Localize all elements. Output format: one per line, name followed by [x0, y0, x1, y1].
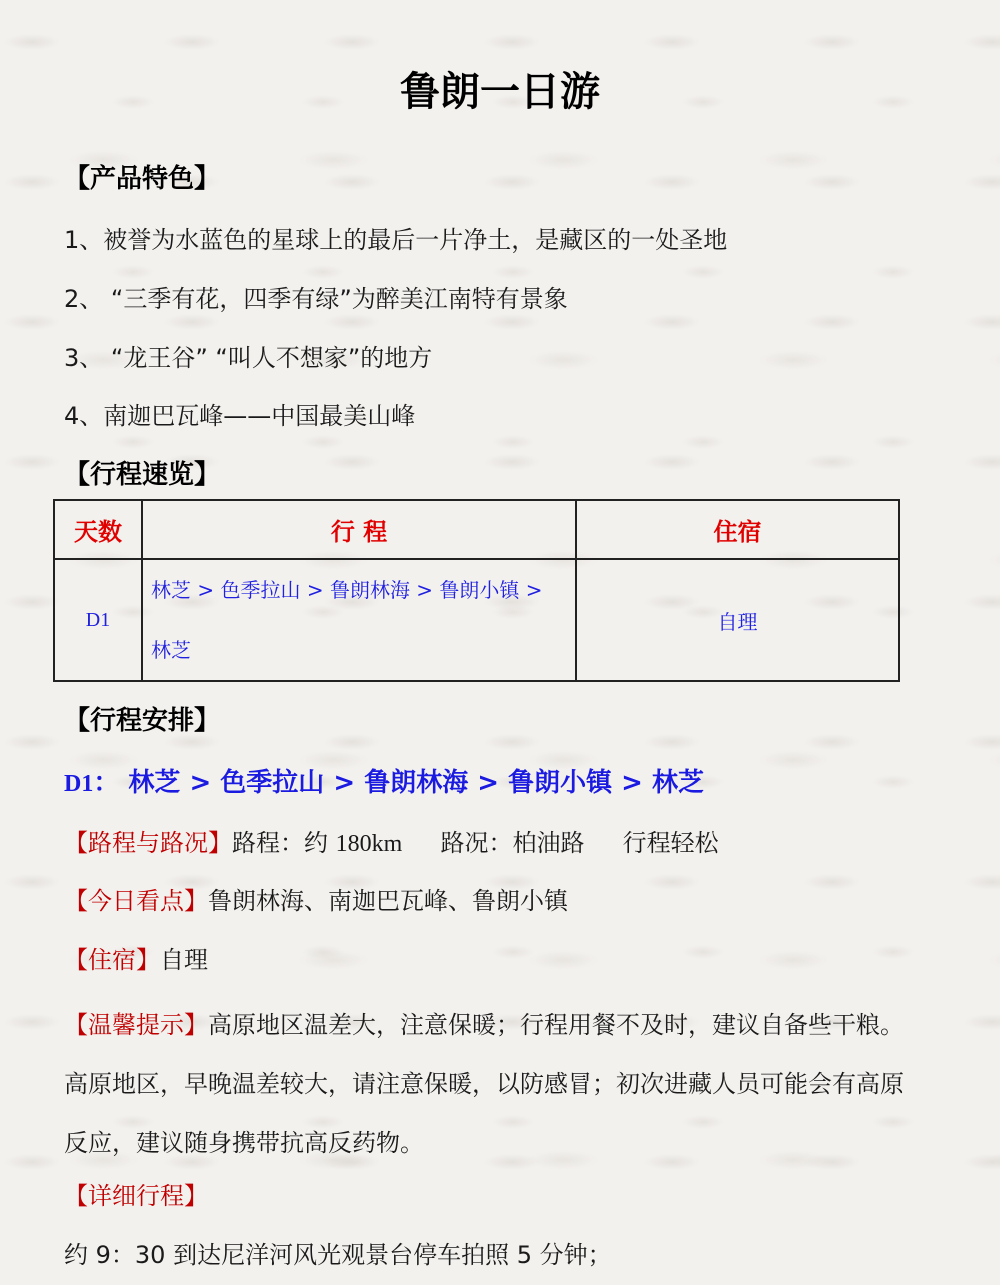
highlights-text: 鲁朗林海、南迦巴瓦峰、鲁朗小镇	[208, 887, 568, 915]
page-title: 鲁朗一日游	[400, 69, 600, 115]
stay-cell: 自理	[576, 559, 899, 681]
road-condition: 路况：柏油路 行程轻松	[440, 829, 719, 857]
road-info	[64, 823, 719, 858]
feature-item-1: 1、被誉为水蓝色的星球上的最后一片净土，是藏区的一处圣地	[64, 226, 728, 254]
feature-item-3: 3、 “龙王谷” “叫人不想家”的地方	[64, 344, 433, 372]
route-cell	[142, 559, 576, 681]
road-prefix: 路程：约	[232, 829, 336, 857]
lodging-text: 自理	[160, 946, 208, 974]
lodging-tag: 【住宿】	[64, 946, 160, 974]
road-distance: 180km	[335, 831, 403, 857]
day-label: D1	[64, 771, 94, 797]
detail-tag: 【详细行程】	[64, 1182, 208, 1210]
column-header-route: 行 程	[142, 500, 576, 559]
road-tag: 【路程与路况】	[64, 829, 232, 857]
table-row	[54, 559, 899, 681]
day-route: 林芝 > 色季拉山 > 鲁朗林海 > 鲁朗小镇 > 林芝	[128, 768, 704, 798]
tips-tag: 【温馨提示】	[64, 1011, 208, 1039]
feature-item-2: 2、 “三季有花，四季有绿”为醉美江南特有景象	[64, 285, 568, 313]
day-cell: D1	[54, 559, 142, 681]
highlights-info	[64, 881, 568, 916]
day-separator: ：	[93, 768, 120, 798]
tips-paragraph	[64, 996, 904, 1173]
detail-first-line: 约 9：30 到达尼洋河风光观景台停车拍照 5 分钟；	[64, 1241, 612, 1269]
route-line-2: 林芝	[151, 638, 191, 662]
column-header-days: 天数	[54, 500, 142, 559]
itinerary-table	[53, 499, 900, 682]
column-header-stay: 住宿	[576, 500, 899, 559]
tips-text: 高原地区温差大，注意保暖；行程用餐不及时，建议自备些干粮。高原地区，早晚温差较大，请注意保暖，以防感冒；初次进藏人员可能会有高原反应，建议随身携带抗高反药物。	[64, 1011, 904, 1157]
features-heading: 【产品特色】	[64, 164, 221, 194]
overview-heading: 【行程速览】	[64, 460, 221, 490]
highlights-tag: 【今日看点】	[64, 887, 208, 915]
day-route-heading	[64, 762, 704, 799]
route-line-1: 林芝 > 色季拉山 > 鲁朗林海 > 鲁朗小镇 >	[151, 578, 543, 602]
feature-item-4: 4、南迦巴瓦峰——中国最美山峰	[64, 402, 416, 430]
detail-heading	[64, 1176, 208, 1211]
schedule-heading: 【行程安排】	[64, 706, 221, 736]
table-header-row	[54, 500, 899, 559]
lodging-info	[64, 940, 208, 975]
